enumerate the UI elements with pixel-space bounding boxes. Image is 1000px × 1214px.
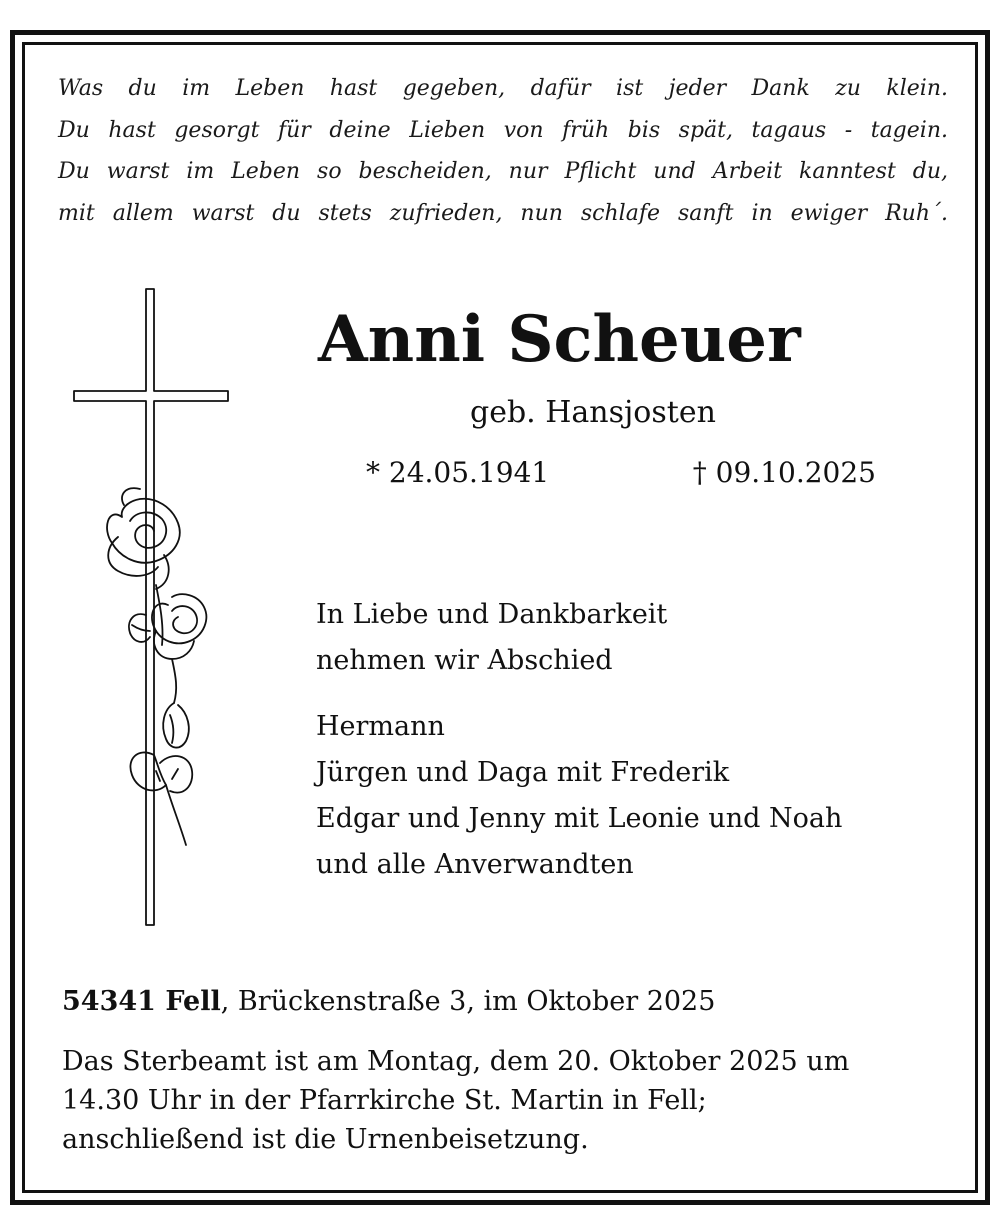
cross-with-roses-icon <box>60 285 240 935</box>
deceased-name: Anni Scheuer <box>318 302 801 377</box>
poem <box>58 68 948 234</box>
mourner-line: und alle Anverwandten <box>316 849 634 880</box>
farewell-line: nehmen wir Abschied <box>316 645 613 676</box>
death-date: † 09.10.2025 <box>692 456 876 489</box>
funeral-line: Das Sterbeamt ist am Montag, dem 20. Oktober 2025 um <box>62 1046 850 1077</box>
poem-line: Was du im Leben hast gegeben, dafür ist jeder Dank zu klein. <box>58 76 948 101</box>
mourner-line: Hermann <box>316 711 445 742</box>
funeral-notice <box>62 1042 948 1159</box>
funeral-line: 14.30 Uhr in der Pfarrkirche St. Martin in Fell; <box>62 1085 707 1116</box>
farewell-line: In Liebe und Dankbarkeit <box>316 599 668 630</box>
birth-date: * 24.05.1941 <box>366 456 550 489</box>
poem-line: mit allem warst du stets zufrieden, nun schlafe sanft in ewiger Ruh´. <box>58 200 948 226</box>
address-place: 54341 Fell <box>62 986 221 1017</box>
funeral-line: anschließend ist die Urnenbeisetzung. <box>62 1124 589 1155</box>
poem-line: Du hast gesorgt für deine Lieben von früh bis spät, tagaus - tagein. <box>58 117 948 143</box>
life-dates <box>366 453 876 493</box>
address-line <box>62 982 715 1022</box>
farewell-text <box>316 592 667 684</box>
poem-line: Du warst im Leben so bescheiden, nur Pflicht und Arbeit kanntest du, <box>58 159 948 184</box>
birth-name: geb. Hansjosten <box>470 395 716 430</box>
mourner-line: Edgar und Jenny mit Leonie und Noah <box>316 803 843 834</box>
mourner-line: Jürgen und Daga mit Frederik <box>316 757 730 788</box>
mourners-list <box>316 704 842 888</box>
address-rest: , Brückenstraße 3, im Oktober 2025 <box>220 986 716 1017</box>
